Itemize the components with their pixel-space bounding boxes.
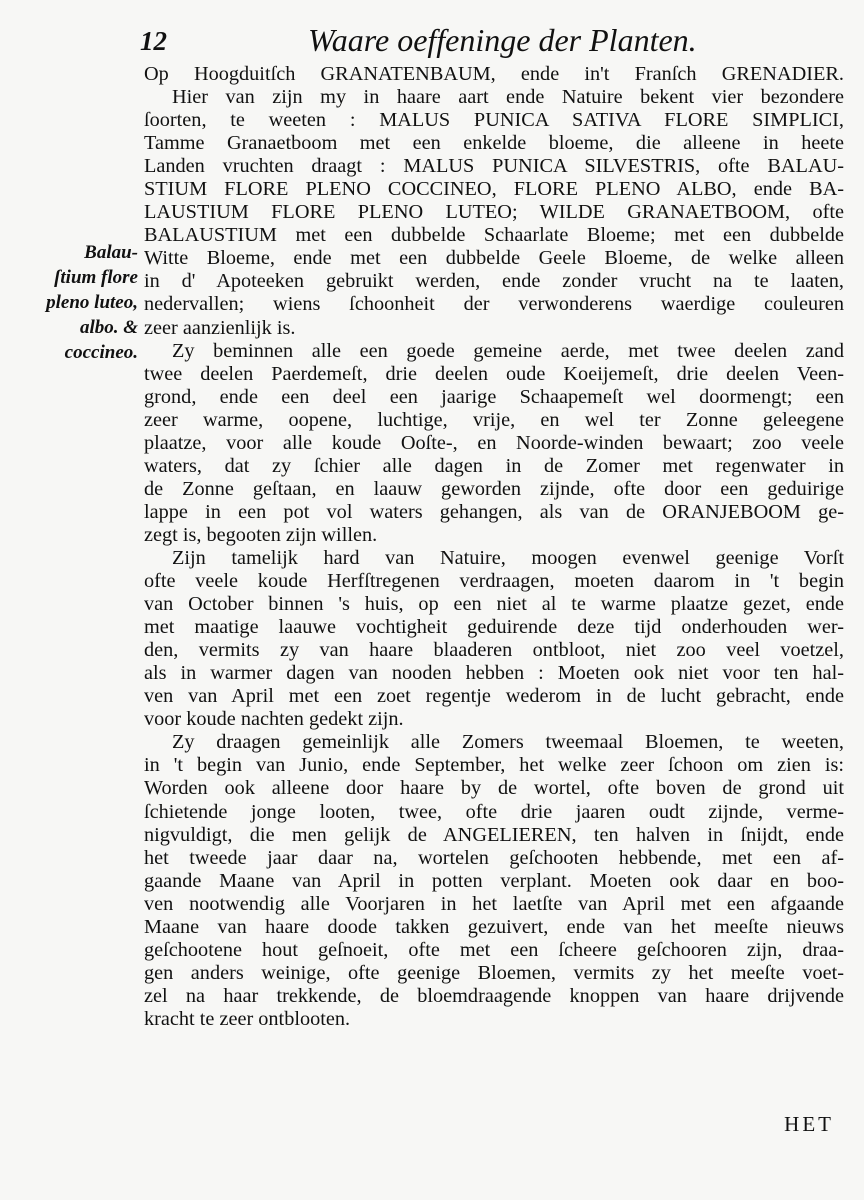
- text-line: Worden ook alleene door haare by de wortel, ofte boven de grond uit: [144, 777, 844, 800]
- text-line: Op Hoogduitſch GRANATENBAUM, ende in't Franſch GRENADIER.: [144, 63, 844, 85]
- text-line: Tamme Granaetboom met een enkelde bloeme, die alleene in heete: [144, 132, 844, 155]
- text-line: den, vermits zy van haare blaaderen ontbloot, niet zoo veel voetzel,: [144, 639, 844, 662]
- text-line: ven van April met een zoet regentje wederom in de lucht gebracht, ende: [144, 685, 844, 708]
- text-line: Maane van haare doode takken gezuivert, ende van het meeſte nieuws: [144, 915, 844, 938]
- page-header: [140, 22, 840, 64]
- text-line: grond, ende een deel een jaarige Schaapemeſt wel doormengt; een: [144, 385, 844, 408]
- text-line: LAUSTIUM FLORE PLENO LUTEO; WILDE GRANAETBOOM, ofte: [144, 201, 844, 224]
- text-line: zegt is, begooten zijn willen.: [144, 523, 378, 546]
- text-line: twee deelen Paerdemeſt, drie deelen oude Koeijemeſt, drie deelen Veen-: [144, 362, 844, 385]
- margin-note: [10, 240, 138, 365]
- margin-note-line: pleno luteo,: [46, 292, 138, 313]
- text-line: STIUM FLORE PLENO COCCINEO, FLORE PLENO ALBO, ende BA-: [144, 178, 844, 201]
- text-line: Landen vruchten draagt : MALUS PUNICA SILVESTRIS, ofte BALAU-: [144, 155, 844, 178]
- text-line: Zy beminnen alle een goede gemeine aerde, met twee deelen zand: [172, 339, 844, 362]
- text-line: nedervallen; wiens ſchoonheit der verwonderens waerdige couleuren: [144, 293, 844, 316]
- margin-note-line: Balau-: [84, 242, 138, 263]
- text-line: Witte Bloeme, ende met een dubbelde Geele Bloeme, de welke alleen: [144, 247, 844, 270]
- paragraph: [144, 547, 844, 731]
- text-line: het tweede jaar daar na, wortelen geſchooten hebbende, met een af-: [144, 846, 844, 869]
- text-line: ven nootwendig alle Voorjaren in het laetſte van April met een afgaande: [144, 892, 844, 915]
- text-line: plaatze, voor alle koude Ooſte-, en Noorde-winden bewaart; zoo veele: [144, 431, 844, 454]
- text-line: BALAUSTIUM met een dubbelde Schaarlate Bloeme; met een dubbelde: [144, 224, 844, 247]
- paragraph: [144, 340, 844, 547]
- text-line: gaande Maane van April in potten verplant. Moeten ook daar en boo-: [144, 869, 844, 892]
- page-number: 12: [140, 26, 167, 56]
- text-line: als in warmer dagen van nooden hebben : Moeten ook niet voor ten hal-: [144, 662, 844, 685]
- text-line: ofte veele koude Herfſtregenen verdraagen, moeten daarom in 't begin: [144, 570, 844, 593]
- text-line: van October binnen 's huis, op een niet al te warme plaatze gezet, ende: [144, 593, 844, 616]
- text-line: Zijn tamelijk hard van Natuire, moogen evenwel geenige Vorſt: [172, 546, 844, 569]
- text-line: Hier van zijn my in haare aart ende Natuire bekent vier bezondere: [172, 86, 844, 109]
- text-line: voor koude nachten gedekt zijn.: [144, 708, 404, 731]
- text-line: geſchootene hout geſnoeit, ofte met een ſcheere geſchooren zijn, draa-: [144, 938, 844, 961]
- body-text: [144, 63, 844, 1031]
- text-line: gen anders weinige, ofte geenige Bloemen, vermits zy het meeſte voet-: [144, 961, 844, 984]
- text-line: zel na haar trekkende, de bloemdraagende knoppen van haare drijvende: [144, 984, 844, 1007]
- running-title: Waare oeffeninge der Planten.: [308, 22, 697, 58]
- text-line: zeer warme, oopene, luchtige, vrije, en wel ter Zonne geleegene: [144, 408, 844, 431]
- text-line: in d' Apoteeken gebruikt werden, ende zonder vrucht na te laaten,: [144, 270, 844, 293]
- paragraph: [144, 63, 844, 340]
- text-line: in 't begin van Junio, ende September, het welke zeer ſchoon om zien is:: [144, 754, 844, 777]
- text-line: zeer aanzienlijk is.: [144, 316, 296, 339]
- text-line: nigvuldigt, die men gelijk de ANGELIEREN, ten halven in ſnijdt, ende: [144, 823, 844, 846]
- catchword: HET: [784, 1112, 834, 1136]
- text-line: kracht te zeer ontblooten.: [144, 1007, 351, 1030]
- margin-note-line: albo. &: [79, 317, 138, 338]
- text-line: met maatige laauwe vochtigheit geduirende deze tijd onderhouden wer-: [144, 616, 844, 639]
- text-line: ſchietende jonge looten, twee, ofte drie jaaren oudt zijnde, verme-: [144, 800, 844, 823]
- margin-note-line: ſtium flore: [54, 267, 138, 288]
- paragraph: [144, 731, 844, 1031]
- text-line: Zy draagen gemeinlijk alle Zomers tweemaal Bloemen, te weeten,: [172, 731, 844, 754]
- text-line: de Zonne geſtaan, en laauw geworden zijnde, ofte door een geduirige: [144, 477, 844, 500]
- text-line: lappe in een pot vol waters gehangen, als van de ORANJEBOOM ge-: [144, 500, 844, 523]
- text-line: ſoorten, te weeten : MALUS PUNICA SATIVA FLORE SIMPLICI,: [144, 109, 844, 132]
- margin-note-line: coccineo.: [64, 342, 138, 363]
- text-line: waters, dat zy ſchier alle dagen in de Zomer met regenwater in: [144, 454, 844, 477]
